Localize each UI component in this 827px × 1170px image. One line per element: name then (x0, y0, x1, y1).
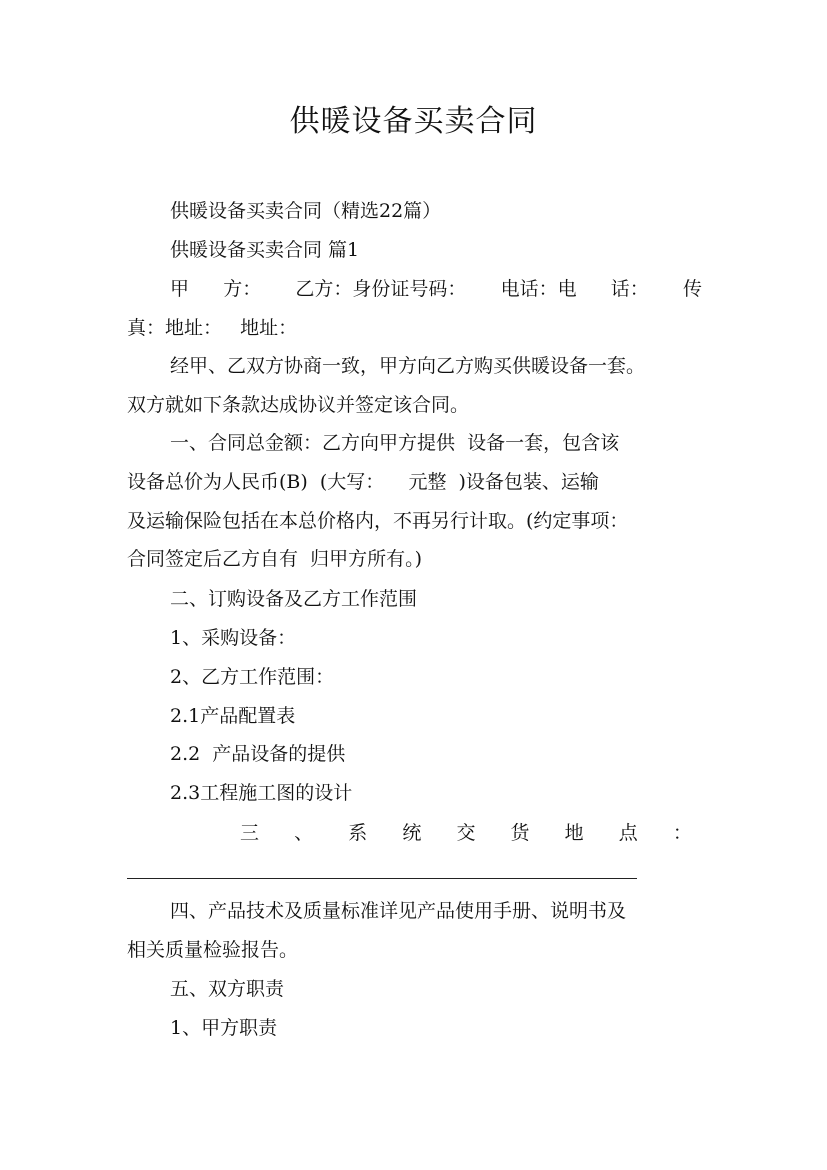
clause2-item2-1: 2.1产品配置表 (170, 705, 296, 727)
clause3-char: 地 (564, 822, 584, 844)
clause5-heading: 五、双方职责 (170, 978, 285, 1000)
clause3-char: 、 (294, 822, 314, 844)
parties-line-1 (170, 276, 702, 302)
clause3-char: 点 (618, 822, 638, 844)
clause3-char: 交 (456, 822, 476, 844)
subtitle: 供暖设备买卖合同（精选22篇） (170, 200, 442, 222)
party-a-colon: 方： (223, 278, 262, 300)
clause1-line-2: 设备总价为人民币(B) (大写： 元整 )设备包装、运输 (127, 471, 599, 493)
clause2-item2-2: 2.2 产品设备的提供 (170, 743, 346, 765)
clause2-item2: 2、乙方工作范围： (170, 666, 335, 688)
clause3-line (240, 820, 692, 846)
clause3-char: 系 (348, 822, 368, 844)
clause1-line-3: 及运输保险包括在本总价格内，不再另行计取。(约定事项： (127, 510, 629, 532)
blank-underline (127, 878, 637, 879)
clause3-char: 统 (402, 822, 422, 844)
document-title: 供暖设备买卖合同 (289, 104, 538, 139)
clause2-item1: 1、采购设备： (170, 627, 297, 649)
parties-line-2: 真：地址： 地址： (127, 317, 298, 339)
clause3-char: 货 (510, 822, 530, 844)
clause2-heading: 二、订购设备及乙方工作范围 (170, 588, 418, 610)
fax-label-start: 传 (682, 278, 702, 300)
clause4-line-1: 四、产品技术及质量标准详见产品使用手册、说明书及 (170, 900, 627, 922)
clause3-char: ： (672, 822, 692, 844)
clause1-line-4: 合同签定后乙方自有 归甲方所有。) (127, 548, 422, 570)
clause1-line-1: 一、合同总金额：乙方向甲方提供 设备一套，包含该 (170, 432, 620, 454)
clause4-line-2: 相关质量检验报告。 (127, 939, 299, 961)
clause2-item2-3: 2.3工程施工图的设计 (170, 782, 353, 804)
intro-line-1: 经甲、乙双方协商一致，甲方向乙方购买供暖设备一套。 (170, 355, 646, 377)
clause5-item1: 1、甲方职责 (170, 1017, 278, 1039)
phone-label-2: 话： (610, 278, 649, 300)
intro-line-2: 双方就如下条款达成协议并签定该合同。 (127, 394, 470, 416)
party-b-id-label: 乙方：身份证号码： (295, 278, 467, 300)
clause3-char: 三 (240, 822, 260, 844)
section-heading: 供暖设备买卖合同 篇1 (170, 239, 360, 261)
party-a-char: 甲 (170, 278, 190, 300)
phone-label: 电话：电 (500, 278, 577, 300)
